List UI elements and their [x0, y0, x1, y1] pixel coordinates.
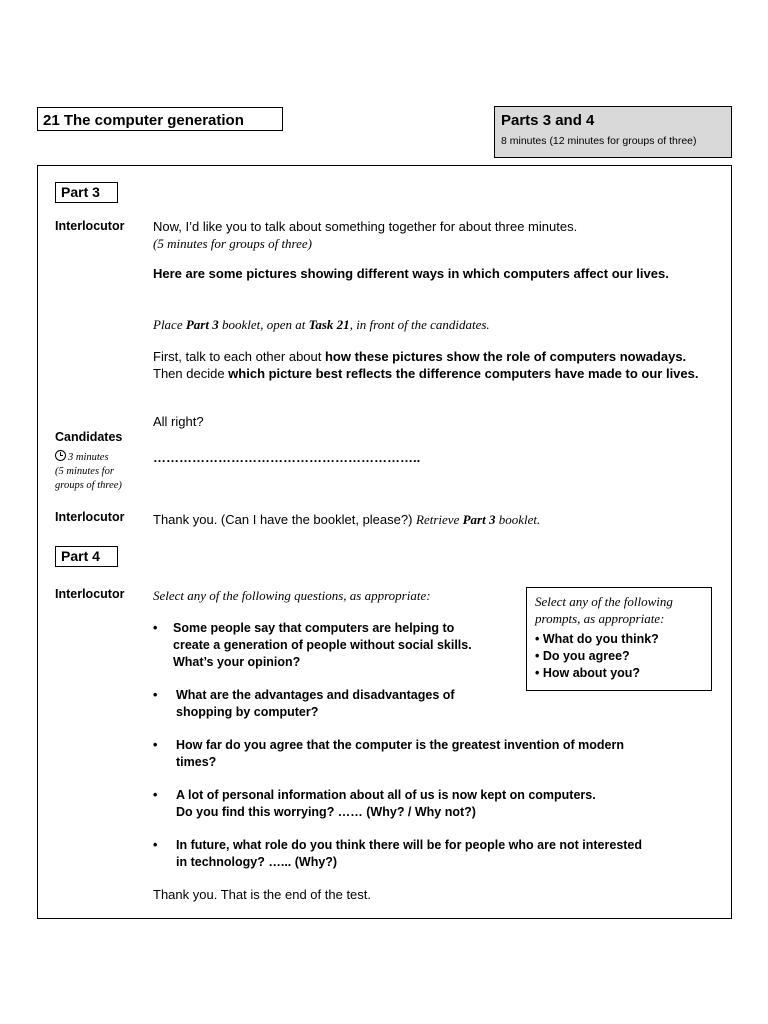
question-line: What are the advantages and disadvantages of: [176, 688, 455, 702]
retrieve-suffix: booklet.: [495, 512, 541, 527]
then-prefix: Then decide: [153, 366, 229, 381]
parts-timing: 8 minutes (12 minutes for groups of three): [501, 135, 697, 147]
bullet-icon: •: [153, 738, 158, 752]
question-text: [176, 737, 624, 771]
part3-intro-note: (5 minutes for groups of three): [153, 236, 312, 251]
question-text: [173, 620, 472, 671]
parts-info-box: [494, 106, 732, 158]
question-text: [176, 837, 642, 871]
part4-select-intro: Select any of the following questions, as appropriate:: [153, 588, 431, 603]
bullet-icon: •: [153, 788, 158, 802]
interlocutor-label-3: Interlocutor: [55, 587, 125, 601]
part3-task-instruction: [153, 348, 718, 382]
prompts-intro: [535, 593, 703, 627]
prompts-intro-2: prompts, as appropriate:: [535, 611, 665, 626]
question-line: In future, what role do you think there will be for people who are not interested: [176, 838, 643, 852]
bullet-icon: •: [153, 838, 158, 852]
thanks-text: Thank you. (Can I have the booklet, please?): [153, 512, 417, 527]
question-line: times?: [176, 755, 217, 769]
clock-icon: [55, 450, 66, 461]
question-line: Some people say that computers are helping to: [173, 621, 455, 635]
interlocutor-label-2: Interlocutor: [55, 510, 125, 524]
question-item: [153, 687, 523, 723]
question-line: create a generation of people without social skills.: [173, 638, 472, 652]
question-item: [153, 837, 713, 873]
part4-label-text: Part 4: [61, 548, 100, 564]
part3-all-right: All right?: [153, 414, 204, 429]
place-task: Task 21: [308, 317, 350, 332]
part4-label: [55, 546, 118, 567]
prompts-list: [535, 631, 703, 682]
question-text: [176, 687, 455, 721]
candidates-time-note: [55, 450, 122, 493]
part3-thanks-line: [153, 511, 718, 528]
place-part: Part 3: [185, 317, 219, 332]
prompts-intro-1: Select any of the following: [535, 594, 673, 609]
then-bold: which picture best reflects the difference computers have made to our lives.: [228, 366, 699, 381]
question-item: [153, 737, 713, 773]
bullet-icon: •: [153, 688, 158, 702]
candidates-time-groups-2: groups of three): [55, 480, 122, 491]
part3-intro: [153, 218, 718, 252]
part3-label-text: Part 3: [61, 184, 100, 200]
question-line: Do you find this worrying? …… (Why? / Why not?): [176, 805, 476, 819]
part3-pictures-line: Here are some pictures showing different ways in which computers affect our lives.: [153, 266, 669, 281]
question-line: A lot of personal information about all of us is now kept on computers.: [176, 788, 596, 802]
candidates-dots: ……………………………………………………..: [153, 450, 421, 465]
test-title-box: [37, 107, 283, 131]
question-line: shopping by computer?: [176, 705, 319, 719]
parts-title: Parts 3 and 4: [501, 112, 595, 129]
bullet-icon: •: [153, 621, 158, 635]
prompt-item: • What do you think?: [535, 632, 659, 646]
question-item: [153, 787, 713, 823]
retrieve-prefix: Retrieve: [416, 512, 463, 527]
part3-label: [55, 182, 118, 203]
candidates-label: Candidates: [55, 430, 123, 444]
candidates-time-groups-1: (5 minutes for: [55, 466, 114, 477]
test-title: 21 The computer generation: [43, 112, 244, 129]
place-mid: booklet, open at: [218, 317, 309, 332]
retrieve-part: Part 3: [462, 512, 496, 527]
question-line: What’s your opinion?: [173, 655, 301, 669]
interlocutor-label-1: Interlocutor: [55, 219, 125, 233]
first-prefix: First, talk to each other about: [153, 349, 325, 364]
question-item: [153, 620, 523, 674]
question-line: in technology? …... (Why?): [176, 855, 338, 869]
first-bold: how these pictures show the role of computers nowadays.: [324, 349, 687, 364]
prompt-item: • How about you?: [535, 666, 641, 680]
question-line: How far do you agree that the computer is the greatest invention of modern: [176, 738, 624, 752]
question-text: [176, 787, 596, 821]
place-prefix: Place: [153, 317, 186, 332]
part3-place-instruction: [153, 316, 718, 333]
closing-line: Thank you. That is the end of the test.: [153, 887, 372, 902]
place-suffix: , in front of the candidates.: [349, 317, 490, 332]
prompts-box: [526, 587, 712, 691]
part3-intro-text: Now, I’d like you to talk about something together for about three minutes.: [153, 219, 578, 234]
prompt-item: • Do you agree?: [535, 649, 630, 663]
candidates-time: 3 minutes: [68, 452, 109, 463]
